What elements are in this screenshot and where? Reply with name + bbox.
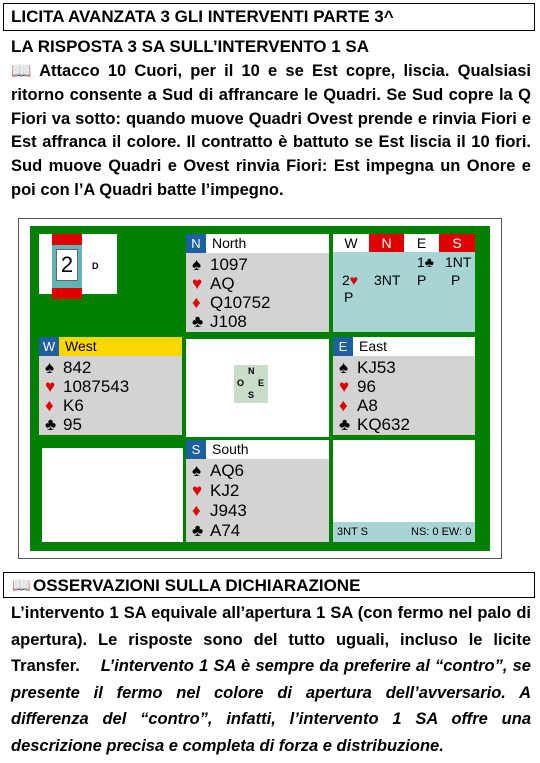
club-icon: ♣	[45, 415, 57, 434]
east-header	[333, 337, 475, 356]
south-hand	[186, 440, 329, 542]
contract-label: 3NT S	[337, 526, 368, 538]
south-name: South	[212, 441, 249, 457]
north-clubs: ♣ J108	[192, 312, 247, 331]
south-spades: ♠ AQ6	[192, 461, 245, 480]
vulnerability-bar-north	[52, 234, 82, 245]
bidding-panel	[333, 234, 475, 332]
compass-west: O	[237, 378, 245, 388]
compass-south: S	[248, 390, 255, 400]
observations-text	[11, 600, 531, 759]
score-label: NS: 0 EW: 0	[411, 526, 472, 538]
bid-cell: 2♥	[342, 272, 359, 288]
west-name: West	[65, 338, 97, 354]
compass-north: N	[248, 366, 255, 376]
club-icon: ♣	[192, 521, 204, 540]
club-icon: ♣	[192, 312, 204, 331]
west-seat-label: W	[39, 337, 59, 356]
bid-cell: 1NT	[445, 254, 472, 270]
diamond-icon: ♦	[192, 293, 201, 312]
bid-header-east: E	[404, 234, 439, 252]
east-name: East	[359, 338, 388, 354]
intro-paragraph	[11, 60, 531, 203]
west-hand	[39, 337, 182, 435]
open-book-icon: 📖	[12, 577, 31, 594]
heart-icon: ♥	[192, 274, 203, 293]
contract-status-bar	[333, 522, 475, 542]
club-icon: ♣	[339, 415, 351, 434]
west-diamonds: ♦ K6	[45, 396, 84, 415]
compass-east: E	[258, 378, 265, 388]
open-book-icon: 📖	[11, 62, 32, 80]
heart-icon: ♥	[339, 377, 350, 396]
south-clubs: ♣ A74	[192, 521, 241, 540]
diamond-icon: ♦	[339, 396, 348, 415]
bid-cell: 3NT	[374, 272, 401, 288]
west-header	[39, 337, 182, 356]
diamond-icon: ♦	[45, 396, 54, 415]
vulnerability-bar-south	[52, 288, 82, 299]
bid-header-north: N	[369, 234, 404, 252]
south-diamonds: ♦ J943	[192, 501, 247, 520]
east-hand	[333, 337, 475, 435]
bid-header-south: S	[439, 234, 475, 252]
east-spades: ♠ KJ53	[339, 358, 396, 377]
south-seat-label: S	[186, 440, 206, 459]
observations-plain: L’intervento 1 SA equivale all’apertura 1 SA (con fermo nel palo di apertura). Le risposte sono del tutto uguali, incluso le licite Transfer.	[11, 604, 531, 675]
observations-title: OSSERVAZIONI SULLA DICHIARAZIONE	[33, 576, 361, 595]
compass-rose	[234, 365, 268, 403]
east-diamonds: ♦ A8	[339, 396, 378, 415]
intro-text: Attacco 10 Cuori, per il 10 e se Est copre, liscia. Qualsiasi ritorno consente a Sud di affrancare le Quadri. Se Sud copre la Q Fiori va sotto: quando muove Quadri Ovest prende e rinvia Fiori e Est affranca il colore. Il contratto è battuto se Est liscia il 10 fiori. Sud muove Quadri e Ovest rinvia Fiori: Est impegna un Onore e poi con l’A Quadri batte l’impegno.	[11, 62, 531, 199]
empty-corner-southwest	[42, 448, 183, 542]
board-number-box	[52, 245, 82, 288]
bid-cell: P	[344, 289, 354, 305]
east-seat-label: E	[333, 337, 353, 356]
north-diamonds: ♦ Q10752	[192, 293, 271, 312]
empty-corner-southeast	[333, 440, 475, 522]
spade-icon: ♠	[192, 255, 202, 274]
bid-header-west: W	[333, 234, 369, 252]
north-spades: ♠ 1097	[192, 255, 248, 274]
dealer-indicator: D	[92, 261, 99, 271]
south-hearts: ♥ KJ2	[192, 481, 240, 500]
spade-icon: ♠	[192, 461, 202, 480]
west-clubs: ♣ 95	[45, 415, 82, 434]
diamond-icon: ♦	[192, 501, 201, 520]
board-number: 2	[56, 249, 78, 281]
spade-icon: ♠	[339, 358, 349, 377]
vulnerability-west	[39, 245, 52, 288]
north-hand	[186, 234, 329, 332]
north-header	[186, 234, 329, 253]
section-title: LA RISPOSTA 3 SA SULL’INTERVENTO 1 SA	[11, 37, 370, 56]
east-clubs: ♣ KQ632	[339, 415, 410, 434]
bid-cell: 1♣	[417, 254, 434, 270]
page-title: LICITA AVANZATA 3 GLI INTERVENTI PARTE 3^	[11, 7, 394, 26]
heart-icon: ♥	[45, 377, 56, 396]
bid-cell: P	[451, 272, 461, 288]
south-header	[186, 440, 329, 459]
observations-italic: L’intervento 1 SA è sempre da preferire al “contro”, se presente il fermo nel colore di apertura dell’avversario. A differenza del “contro”, infatti, l’intervento 1 SA offre una descrizione precisa e completa di forza e distribuzione.	[11, 657, 531, 755]
east-hearts: ♥ 96	[339, 377, 376, 396]
north-name: North	[212, 235, 247, 251]
north-hearts: ♥ AQ	[192, 274, 235, 293]
west-spades: ♠ 842	[45, 358, 92, 377]
heart-icon: ♥	[192, 481, 203, 500]
bid-cell: P	[417, 272, 427, 288]
spade-icon: ♠	[45, 358, 55, 377]
north-seat-label: N	[186, 234, 206, 253]
west-hearts: ♥ 1087543	[45, 377, 130, 396]
